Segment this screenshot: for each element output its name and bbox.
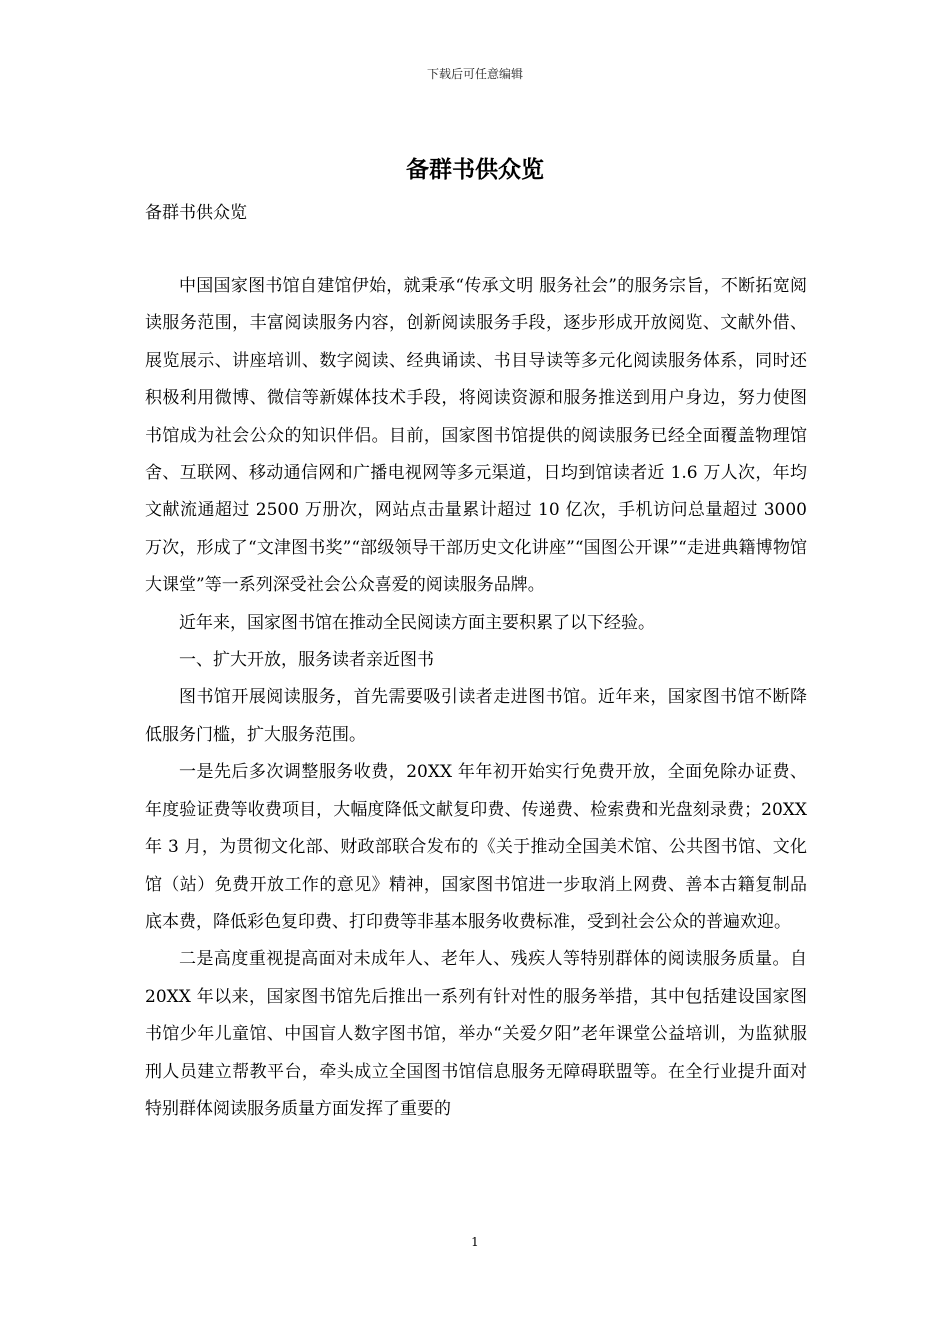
body-paragraph: 一是先后多次调整服务收费，20XX 年年初开始实行免费开放，全面免除办证费、年度验证费等收费项目，大幅度降低文献复印费、传递费、检索费和光盘刻录费；20XX 年 3 月，为贯彻文化部、财政部联合发布的《关于推动全国美术馆、公共图书馆、文化馆（站）免费开放工作的意见》精神，国家图书馆进一步取消上网费、善本古籍复制品底本费，降低彩色复印费、打印费等非基本服务收费标准，受到社会公众的普遍欢迎。 bbox=[145, 762, 807, 932]
page-header: 下载后可任意编辑 bbox=[426, 67, 523, 81]
section-heading: 一、扩大开放，服务读者亲近图书 bbox=[179, 650, 434, 671]
body-paragraph: 中国国家图书馆自建馆伊始，就秉承“传承文明 服务社会”的服务宗旨，不断拓宽阅读服务范围，丰富阅读服务内容，创新阅读服务手段，逐步形成开放阅览、文献外借、展览展示、讲座培训、数字阅读、经典诵读、书目导读等多元化阅读服务体系，同时还积极利用微博、微信等新媒体技术手段，将阅读资源和服务推送到用户身边，努力使图书馆成为社会公众的知识伴侣。目前，国家图书馆提供的阅读服务已经全面覆盖物理馆舍、互联网、移动通信网和广播电视网等多元渠道，日均到馆读者近 1.6 万人次，年均文献流通超过 2500 万册次，网站点击量累计超过 10 亿次，手机访问总量超过 3000 万次，形成了“文津图书奖”“部级领导干部历史文化讲座”“国图公开课”“走进典籍博物馆大课堂”等一系列深受社会公众喜爱的阅读服务品牌。 bbox=[145, 276, 807, 596]
body-paragraph: 图书馆开展阅读服务，首先需要吸引读者走进图书馆。近年来，国家图书馆不断降低服务门槛，扩大服务范围。 bbox=[145, 687, 807, 745]
document-body bbox=[145, 268, 807, 1128]
body-paragraph: 近年来，国家图书馆在推动全民阅读方面主要积累了以下经验。 bbox=[179, 612, 655, 633]
page-number: 1 bbox=[471, 1235, 479, 1249]
body-paragraph: 二是高度重视提高面对未成年人、老年人、残疾人等特别群体的阅读服务质量。自 20XX 年以来，国家图书馆先后推出一系列有针对性的服务举措，其中包括建设国家图书馆少年儿童馆、中国盲人数字图书馆，举办“关爱夕阳”老年课堂公益培训，为监狱服刑人员建立帮教平台，牵头成立全国图书馆信息服务无障碍联盟等。在全行业提升面对特别群体阅读服务质量方面发挥了重要的 bbox=[145, 949, 807, 1119]
document-subtitle: 备群书供众览 bbox=[145, 203, 247, 223]
document-title: 备群书供众览 bbox=[406, 156, 544, 183]
